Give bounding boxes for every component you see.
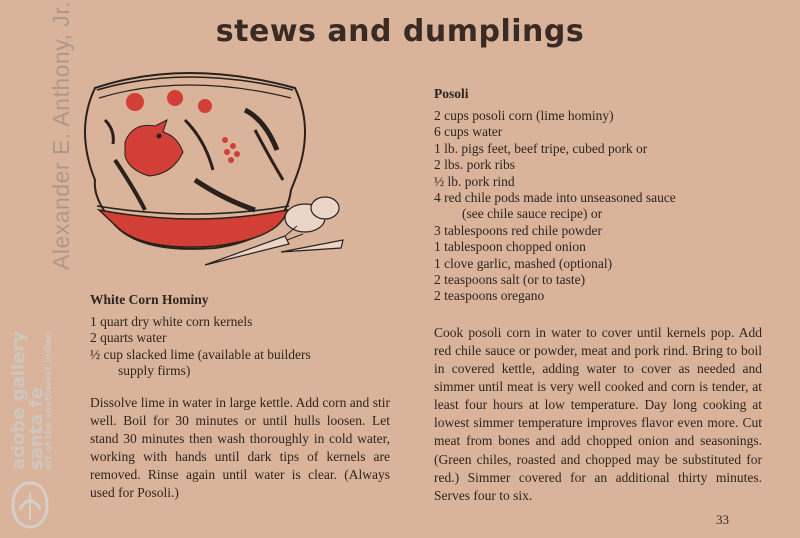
recipe-instructions: Dissolve lime in water in large kettle. Add corn and stir well. Boil for 30 minutes or until hulls loosen. Let stand 30 minutes then wash thoroughly in cold water, working with hands until dark tips of kernels are removed. Rinse again until water is clear. (Always used for Posoli.) [90,394,390,501]
ingredient-item: ½ cup slacked lime (available at builders [90,346,311,362]
gallery-name: adobe gallery [8,331,29,470]
gallery-city: santa fe [26,387,47,470]
gallery-logo-icon [10,480,50,530]
artist-credit [18,0,74,270]
ingredient-item: 4 red chile pods made into unseasoned sauce [434,190,676,206]
gallery-tagline: art of the southwest indian [44,331,54,470]
ingredient-item: 1 tablespoon chopped onion [434,239,586,255]
ingredient-item: ½ lb. pork rind [434,173,515,189]
recipe-instructions: Cook posoli corn in water to cover until kernels pop. Add red chile sauce or powder, meat and pork rind. Bring to boil in covered kettle, adding water to cover as needed and simmer until meat is very well cooked and corn is tender, at least four hours at low temperature. Day long cooking at lowest simmer temperature improves flavor even more. Cut meat from bones and add chopped onion and seasonings. (Green chiles, roasted and chopped may be substituted for red.) Simmer covered for an additional thirty minutes. Serves four to six. [434,324,762,503]
recipe-white-corn-hominy [90,292,390,502]
recipe-title: Posoli [434,86,469,101]
page-title: stews and dumplings [215,14,585,49]
recipe-posoli [434,86,762,505]
ingredient-item: 6 cups water [434,124,503,140]
ingredient-item: (see chile sauce recipe) or [462,206,603,222]
ingredient-item: 1 quart dry white corn kernels [90,314,253,329]
pottery-illustration [55,60,355,285]
ingredient-item: 1 lb. pigs feet, beef tripe, cubed pork or [434,140,648,156]
ingredient-item: supply firms) [118,363,191,379]
gallery-watermark [6,300,56,535]
ingredient-item: 2 teaspoons oregano [434,288,545,304]
ingredient-item: 3 tablespoons red chile powder [434,222,602,238]
recipe-title: White Corn Hominy [90,292,209,307]
ingredient-list [434,108,762,305]
ingredient-item: 2 teaspoons salt (or to taste) [434,272,586,288]
ingredient-item: 2 cups posoli corn (lime hominy) [434,108,614,123]
ingredient-list [90,314,390,380]
ingredient-item: 2 lbs. pork ribs [434,157,515,173]
ingredient-item: 1 clove garlic, mashed (optional) [434,255,613,271]
ingredient-item: 2 quarts water [90,330,167,346]
artist-credit-text: Alexander E. Anthony, Jr. [48,0,74,270]
page-number: 33 [716,512,729,527]
